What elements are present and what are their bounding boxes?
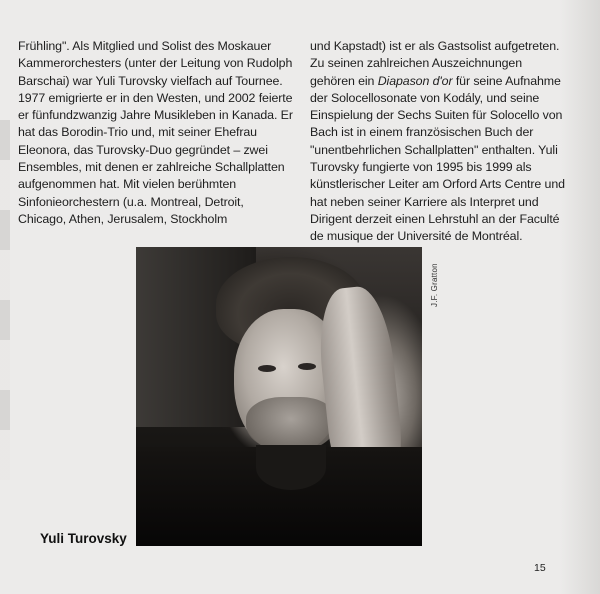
text-column-left [18, 38, 293, 228]
photo-credit: J.F. Gratton [430, 263, 439, 307]
paragraph-right-end: für seine Aufnahme der Solocellosonate von Kodály, und seine Einspielung der Sechs Suiten für Solocello von Bach ist in einem französischen Buch der "unentbehrlichen Schallplatten" enthalten. Yuli Turovsky fungierte von 1995 bis 1999 als künstlerischer Leiter am Orford Arts Centre und hat neben seiner Karriere als Interpret und Dirigent derzeit einen Lehrstuhl an der Faculté de musique der Université de Montréal. [310, 73, 565, 244]
photo-eye-left [258, 365, 276, 372]
photo-eye-right [298, 363, 316, 370]
paragraph-left: Frühling". Als Mitglied und Solist des Moskauer Kammerorchesters (unter der Leitung von Rudolph Barschai) war Yuli Turovsky vielfach auf Tournee. 1977 emigrierte er in den Westen, und 2002 feierte er fünfundzwanzig Jahre Musikleben in Kanada. Er hat das Borodin-Trio und, mit seiner Ehefrau Eleonora, das Turovsky-Duo gegründet – zwei Ensembles, mit denen er zahlreiche Schallplatten aufgenommen hat. Mit vielen berühmten Sinfonieorchestern (u.a. Montreal, Detroit, Chicago, Athen, Jerusalem, Stockholm [18, 39, 293, 226]
photo-collar [256, 445, 326, 490]
portrait-photo [136, 247, 422, 546]
previous-page-edge [0, 120, 10, 480]
paragraph-right-start: und Kapstadt) ist er als Gastsolist aufgetreten. Zu seinen zahlreichen Auszeichnungen gehören ein [310, 39, 560, 88]
text-column-right [310, 38, 568, 246]
photo-caption: Yuli Turovsky [40, 531, 127, 546]
paragraph-right [310, 38, 568, 246]
page-number: 15 [534, 562, 546, 574]
award-title: Diapason d'or [377, 73, 453, 88]
photo-beard [246, 397, 336, 452]
